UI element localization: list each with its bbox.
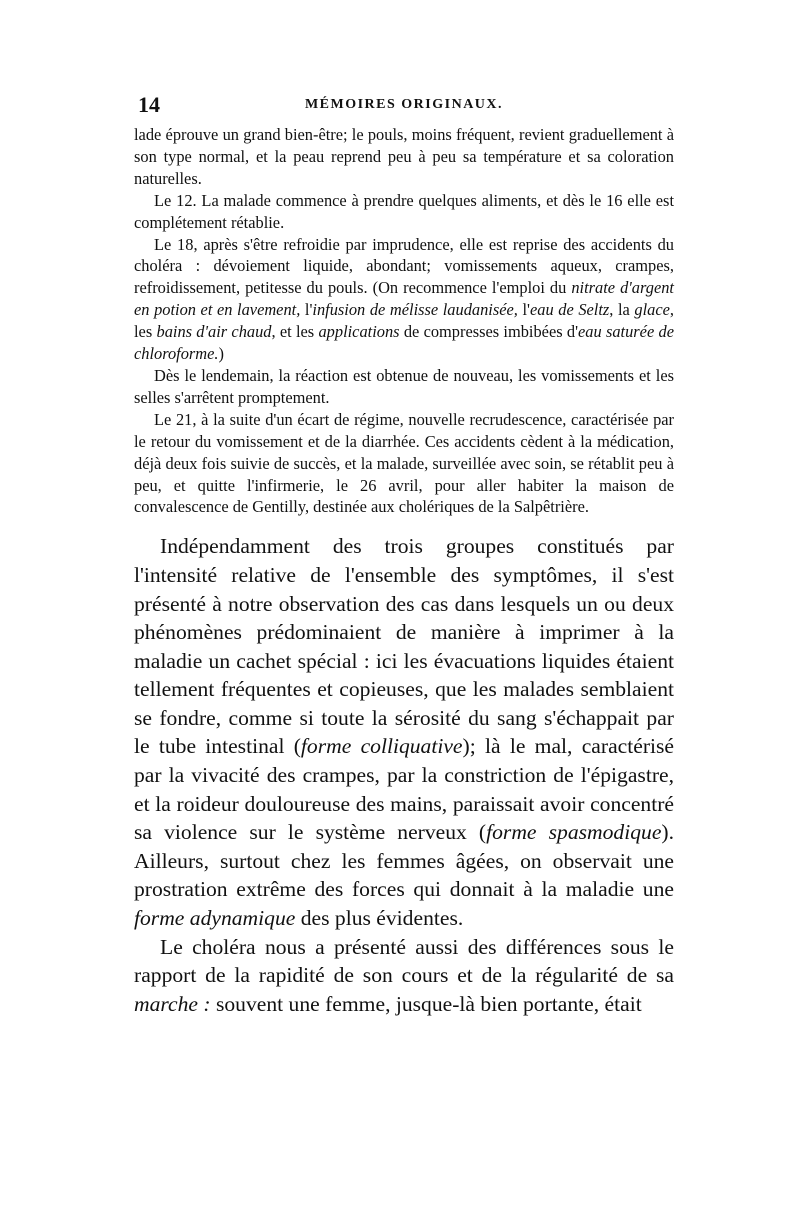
text-run: ). Ailleurs, surtout chez les femmes âgées, on observait une prostration extrême des forces qui donnait à la maladie une	[134, 820, 674, 902]
paragraph-day-18	[134, 234, 674, 365]
text-run: ); là le mal, caractérisé par la vivacité des crampes, par la constriction de l'épigastre, et la roideur douloureuse des mains, paraissait avoir concentré sa violence sur le système nerveux (	[134, 734, 675, 845]
text-run: l'	[300, 300, 313, 320]
text-run: , les	[134, 300, 675, 342]
text-run: de compresses imbibées d'	[399, 322, 579, 342]
italic-term: glace	[634, 300, 670, 320]
text-run: Indépendamment des trois groupes constitués par l'intensité relative de l'ensemble des symptômes, il s'est présenté à notre observation des cas dans lesquels un ou deux phénomènes prédominaient de manière à imprimer à la maladie un cachet spécial : ici les évacuations liquides étaient tellement fréquentes et copieuses, que les malades semblaient se fondre, comme si toute la sérosité du sang s'échappait par le tube intestinal (	[134, 534, 674, 759]
paragraph-day-21: Le 21, à la suite d'un écart de régime, nouvelle recrudescence, caractérisée par le retour du vomissement et de la diarrhée. Ces accidents cèdent à la médication, déjà deux fois suivie de succès, et la malade, surveillée avec soin, se rétablit peu à peu, et quitte l'infirmerie, le 26 avril, pour aller habiter la maison de convalescence de Gentilly, destinée aux cholériques de la Salpêtrière.	[134, 409, 674, 517]
paragraph-course	[134, 933, 674, 1019]
page-number: 14	[138, 92, 160, 117]
italic-term: eau saturée de chloroforme.	[134, 322, 674, 364]
italic-term: applications	[318, 322, 400, 342]
case-report-block	[134, 124, 674, 518]
italic-term: bains d'air chaud	[156, 322, 272, 342]
italic-term: forme spasmodique	[486, 820, 662, 845]
running-title: MÉMOIRES ORIGINAUX.	[304, 97, 504, 112]
italic-term: forme colliquative	[300, 734, 463, 759]
text-run: )	[218, 344, 224, 364]
main-text-block	[134, 532, 674, 1018]
italic-term: infusion de mélisse laudanisée,	[312, 300, 518, 320]
italic-term: eau de Seltz	[529, 300, 610, 320]
paragraph-next-day: Dès le lendemain, la réaction est obtenue de nouveau, les vomissements et les selles s'arrêtent promptement.	[134, 365, 674, 407]
paragraph-forms	[134, 532, 674, 932]
running-head	[134, 92, 674, 120]
italic-term: forme adynamique	[134, 906, 296, 931]
text-run: Le 18, après s'être refroidie par imprudence, elle est reprise des accidents du choléra : dévoiement liquide, abondant; vomissements aqueux, crampes, refroidissement, petitesse du pouls. (On recommence l'emploi du	[134, 234, 674, 298]
text-run: , la	[609, 300, 635, 320]
text-run: des plus évidentes.	[295, 906, 464, 931]
paragraph-day-12: Le 12. La malade commence à prendre quelques aliments, et dès le 16 elle est complétement rétablie.	[134, 190, 674, 232]
text-run: souvent une femme, jusque-là bien portante, était	[210, 991, 642, 1016]
text-run: , et les	[271, 322, 319, 342]
text-run: l'	[517, 300, 530, 320]
italic-term: nitrate d'argent en potion et en lavement,	[134, 278, 674, 320]
text-run: Le choléra nous a présenté aussi des différences sous le rapport de la rapidité de son cours et de la régularité de sa	[134, 934, 674, 988]
paragraph-continuation: lade éprouve un grand bien-être; le pouls, moins fréquent, revient graduellement à son type normal, et la peau reprend peu à peu sa température et sa coloration naturelles.	[134, 125, 674, 188]
italic-term: marche :	[134, 991, 211, 1016]
book-page	[134, 92, 674, 1018]
